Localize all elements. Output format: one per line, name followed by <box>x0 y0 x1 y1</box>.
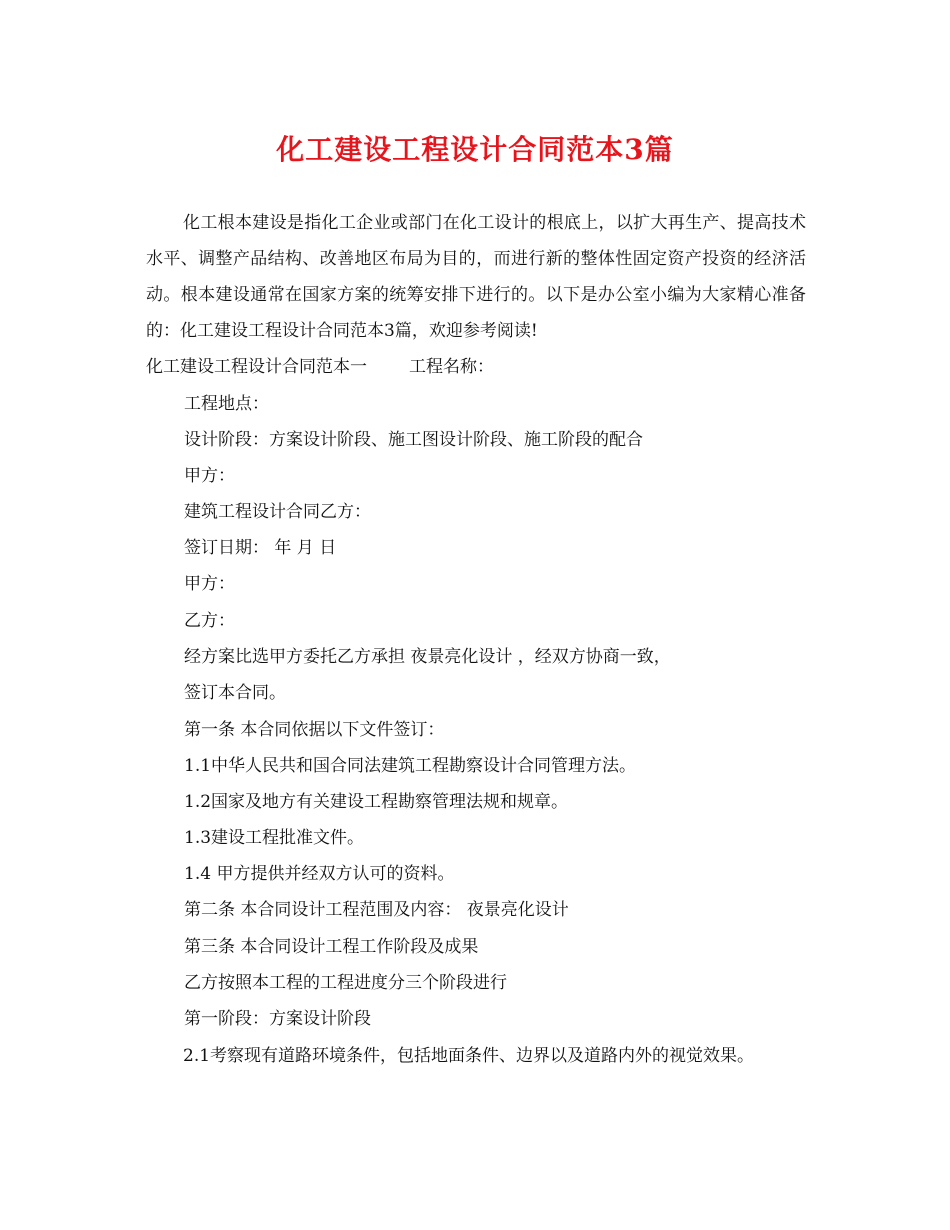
contract-line: 第二条 本合同设计工程范围及内容： 夜景亮化设计 <box>184 900 569 920</box>
section-heading-title: 化工建设工程设计合同范本一 <box>146 357 367 377</box>
contract-line: 签订日期： 年 月 日 <box>184 538 337 558</box>
contract-line: 第一条 本合同依据以下文件签订： <box>184 720 445 740</box>
contract-line: 乙方： <box>184 611 235 631</box>
section-heading <box>146 355 494 379</box>
contract-line: 设计阶段：方案设计阶段、施工图设计阶段、施工阶段的配合 <box>184 430 643 450</box>
document-title: 化工建设工程设计合同范本3篇 <box>276 133 674 166</box>
contract-line: 工程地点： <box>184 394 269 414</box>
contract-line: 甲方： <box>184 466 235 486</box>
contract-line: 建筑工程设计合同乙方： <box>184 502 371 522</box>
final-paragraph: 2.1考察现有道路环境条件，包括地面条件、边界以及道路内外的视觉效果。 <box>183 1046 755 1066</box>
contract-line: 第一阶段：方案设计阶段 <box>184 1009 371 1029</box>
contract-line: 1.2国家及地方有关建设工程勘察管理法规和规章。 <box>184 792 569 812</box>
intro-paragraph: 化工根本建设是指化工企业或部门在化工设计的根底上，以扩大再生产、提高技术水平、调整产品结构、改善地区布局为目的，而进行新的整体性固定资产投资的经济活动。根本建设通常在国家方案的统筹安排下进行的。以下是办公室小编为大家精心准备的：化工建设工程设计合同范本3篇，欢迎参考阅读! <box>146 213 806 341</box>
contract-line: 1.3建设工程批准文件。 <box>184 828 365 848</box>
contract-line: 乙方按照本工程的工程进度分三个阶段进行 <box>184 973 507 993</box>
section-heading-field: 工程名称： <box>409 357 494 377</box>
contract-line: 第三条 本合同设计工程工作阶段及成果 <box>184 937 479 957</box>
contract-line: 甲方： <box>184 574 235 594</box>
contract-line: 经方案比选甲方委托乙方承担 夜景亮化设计 ，经双方协商一致， <box>184 647 671 667</box>
contract-line: 签订本合同。 <box>184 683 286 703</box>
contract-line: 1.1中华人民共和国合同法建筑工程勘察设计合同管理方法。 <box>184 756 637 776</box>
contract-line: 1.4 甲方提供并经双方认可的资料。 <box>184 864 455 884</box>
